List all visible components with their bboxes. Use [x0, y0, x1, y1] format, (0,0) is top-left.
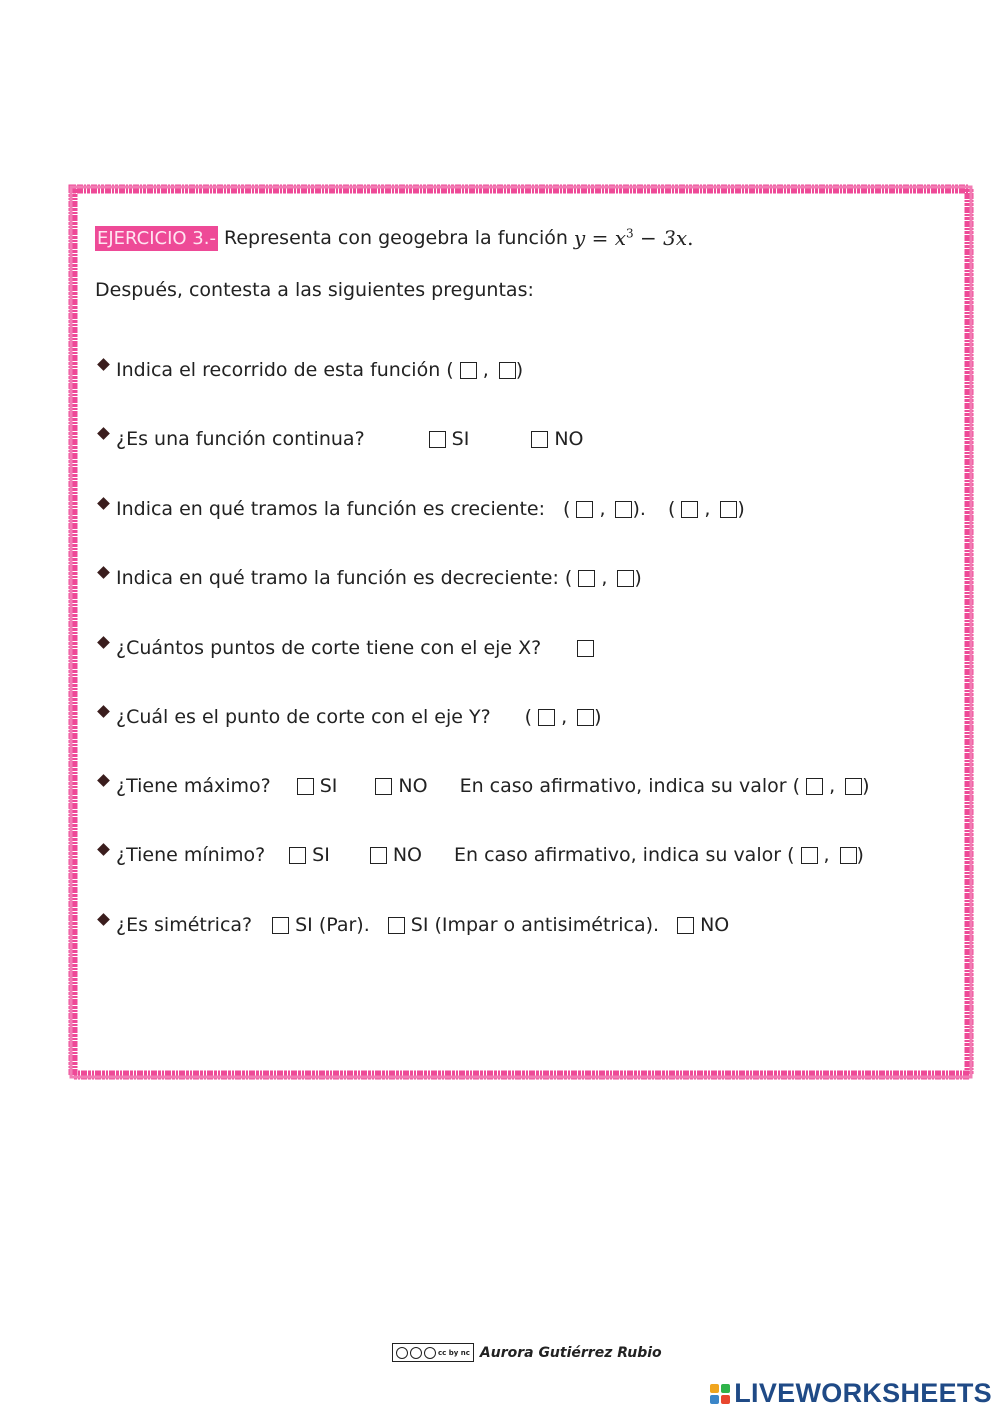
range-max-box[interactable]	[499, 362, 516, 379]
bullet-icon	[97, 913, 110, 926]
range-min-box[interactable]	[460, 362, 477, 379]
question-y-intercept: ¿Cuál es el punto de corte con el eje Y? ( , )	[95, 703, 602, 731]
maximum-y-box[interactable]	[845, 778, 862, 795]
question-maximum: ¿Tiene máximo? SI NO En caso afirmativo, indica su valor ( , )	[95, 772, 870, 800]
decreasing-max-box[interactable]	[617, 570, 634, 587]
bullet-icon	[97, 566, 110, 579]
continuous-yes-box[interactable]	[429, 431, 446, 448]
minimum-y-box[interactable]	[840, 847, 857, 864]
symmetry-odd-box[interactable]	[388, 917, 405, 934]
y-intercept-x-box[interactable]	[538, 709, 555, 726]
bullet-icon	[97, 774, 110, 787]
y-intercept-y-box[interactable]	[577, 709, 594, 726]
question-symmetry: ¿Es simétrica? SI (Par). SI (Impar o antisimétrica). NO	[95, 911, 729, 939]
increasing-1-max-box[interactable]	[615, 501, 632, 518]
author-name: Aurora Gutiérrez Rubio	[479, 1344, 662, 1361]
bullet-icon	[97, 843, 110, 856]
bullet-icon	[97, 705, 110, 718]
question-minimum: ¿Tiene mínimo? SI NO En caso afirmativo, indica su valor ( , )	[95, 841, 864, 869]
decreasing-min-box[interactable]	[578, 570, 595, 587]
question-decreasing: Indica en qué tramo la función es decreciente: ( , )	[95, 564, 642, 592]
question-increasing: Indica en qué tramos la función es creciente: ( , ). ( , )	[95, 495, 745, 523]
exercise-frame	[68, 184, 974, 1080]
bullet-icon	[97, 427, 110, 440]
cc-license-icon: cc by nc	[392, 1343, 474, 1362]
exercise-instruction: Representa con geogebra la función	[223, 227, 568, 249]
bullet-icon	[97, 497, 110, 510]
question-x-intercepts: ¿Cuántos puntos de corte tiene con el eje X?	[95, 634, 594, 662]
maximum-no-box[interactable]	[375, 778, 392, 795]
exercise-title	[95, 222, 693, 254]
symmetry-even-box[interactable]	[272, 917, 289, 934]
maximum-yes-box[interactable]	[297, 778, 314, 795]
subtitle: Después, contesta a las siguientes preguntas:	[95, 279, 534, 301]
increasing-1-min-box[interactable]	[576, 501, 593, 518]
question-continuous: ¿Es una función continua? SI NO	[95, 425, 584, 453]
bullet-icon	[97, 358, 110, 371]
continuous-no-box[interactable]	[531, 431, 548, 448]
minimum-x-box[interactable]	[801, 847, 818, 864]
brand-grid-icon	[710, 1384, 730, 1404]
minimum-yes-box[interactable]	[289, 847, 306, 864]
minimum-no-box[interactable]	[370, 847, 387, 864]
frame-border	[68, 184, 974, 1080]
exercise-label: EJERCICIO 3.-	[97, 227, 216, 249]
liveworksheets-logo	[710, 1378, 992, 1409]
bullet-icon	[97, 636, 110, 649]
increasing-2-min-box[interactable]	[681, 501, 698, 518]
symmetry-no-box[interactable]	[677, 917, 694, 934]
function-formula: $y = x^3 - 3x$.	[573, 226, 694, 250]
question-range: Indica el recorrido de esta función ( , )	[95, 356, 523, 384]
maximum-x-box[interactable]	[806, 778, 823, 795]
author-footer	[392, 1343, 662, 1362]
increasing-2-max-box[interactable]	[720, 501, 737, 518]
x-intercepts-count-box[interactable]	[577, 640, 594, 657]
brand-name: LIVEWORKSHEETS	[734, 1378, 992, 1408]
